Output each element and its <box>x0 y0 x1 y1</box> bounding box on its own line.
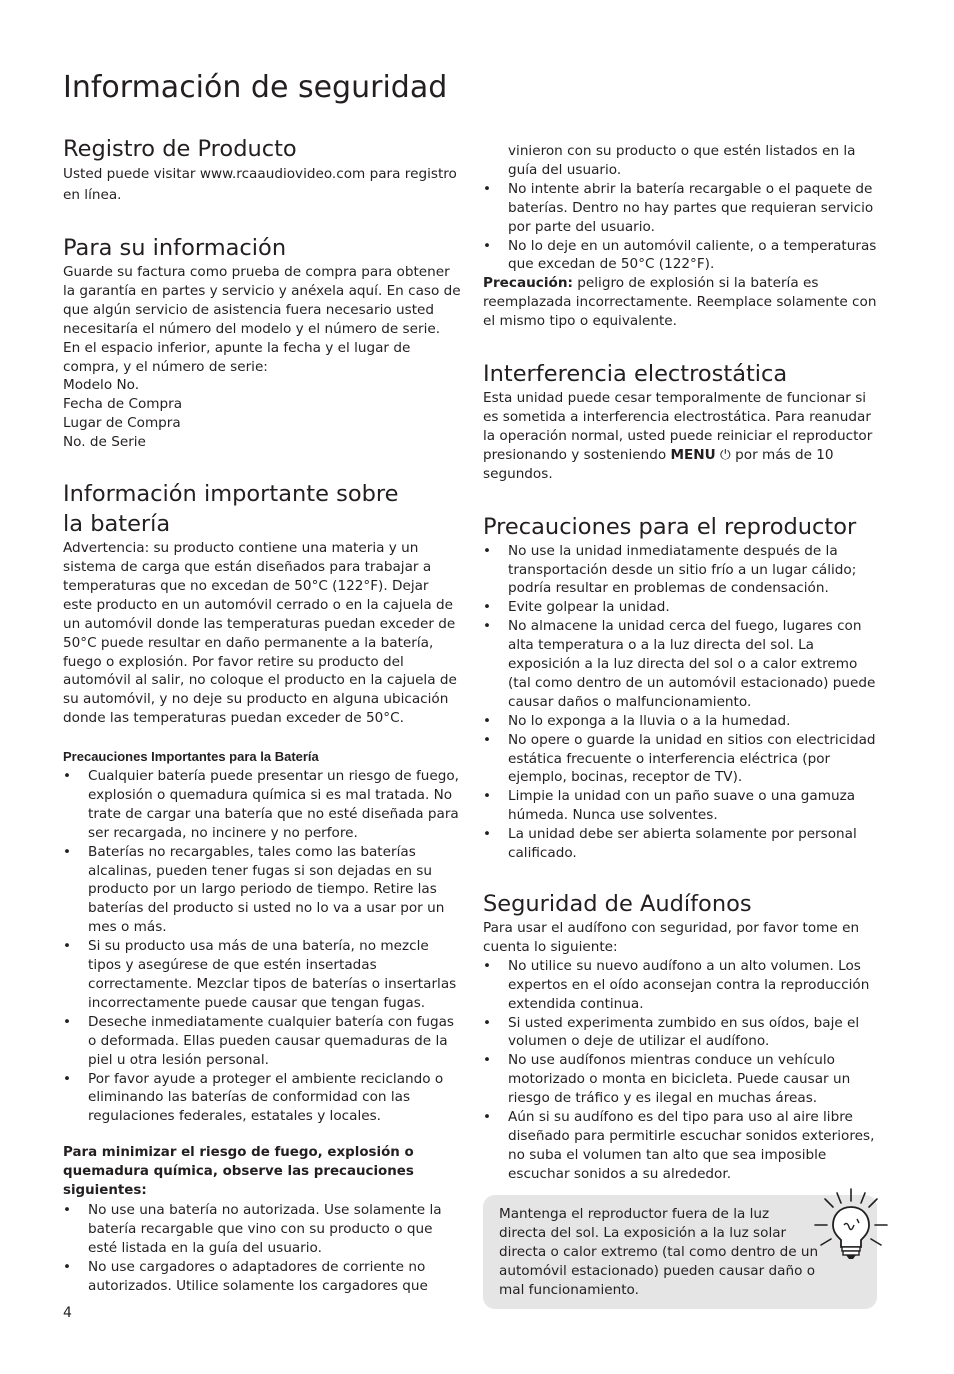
section-continuacion <box>483 142 881 331</box>
reproductor-list <box>483 542 881 863</box>
menu-label: MENU <box>670 446 716 463</box>
continuation-list <box>483 180 881 275</box>
page-title: Información de seguridad <box>63 70 448 105</box>
field-lugar: Lugar de Compra <box>63 415 181 432</box>
list-item: • No use cargadores o adaptadores de corriente no autorizados. Utilice solamente los cargadores que <box>63 1258 461 1296</box>
section-informacion <box>63 233 461 452</box>
tip-note-text: Mantenga el reproductor fuera de la luz directa del sol. La exposición a la luz solar directa o calor extremo (tal como dentro de un automóvil estacionado) pueden causar daño o mal funcionamiento. <box>499 1206 819 1298</box>
section-bateria <box>63 479 461 1295</box>
precaucion-label: Precaución: <box>483 275 573 292</box>
bateria-warning-text: Advertencia: su producto contiene una materia y un sistema de carga que están diseñados para trabajar a temperaturas que no excedan de 50°C (122°F). Dejar este producto en un automóvil cerrado o en la cajuela de un automóvil donde las temperaturas puedan exceder de 50°C puede resultar en daño permanente a la batería, fuego o explosión. Por favor retire su producto del automóvil al salir, no coloque el producto en la cajuela de su automóvil, y no deje su producto en alguna ubicación donde las temperaturas puedan exceder de 50°C. <box>63 540 457 727</box>
power-icon: ⏻ <box>720 446 731 463</box>
audifonos-intro: Para usar el audífono con seguridad, por favor tome en cuenta lo siguiente: <box>483 920 860 955</box>
precaucion-paragraph <box>483 274 881 331</box>
section-audifonos <box>483 889 881 1184</box>
section-heading-registro: Registro de Producto <box>63 136 297 162</box>
section-registro <box>63 134 461 206</box>
left-column <box>63 134 461 1296</box>
field-serie: No. de Serie <box>63 434 146 451</box>
bateria-precautions-list <box>63 767 461 1126</box>
section-heading-interferencia: Interferencia electrostática <box>483 361 788 388</box>
list-item: • Cualquier batería puede presentar un riesgo de fuego, explosión o quemadura química si es mal tratada. No trate de cargar una batería que no esté diseñada para ser recargada, no incinere y no perfore. <box>63 767 461 843</box>
right-column <box>483 142 881 1184</box>
list-item: • No lo exponga a la lluvia o a la humedad. <box>483 712 881 731</box>
section-heading-bateria: Información importante sobre la batería <box>63 481 399 538</box>
list-item: • No lo deje en un automóvil caliente, o a temperaturas que excedan de 50°C (122°F). <box>483 237 881 275</box>
list-item: • No utilice su nuevo audífono a un alto volumen. Los expertos en el oído aconsejan contra la reproducción extendida continua. <box>483 957 881 1014</box>
registro-text: Usted puede visitar www.rcaaudiovideo.com para registro en línea. <box>63 166 457 203</box>
list-item: • No almacene la unidad cerca del fuego, lugares con alta temperatura o a la luz directa del sol. La exposición a la luz directa del sol o a calor extremo (tal como dentro de un automóvil estacionado) puede causar daños o malfuncionamiento. <box>483 617 881 712</box>
section-interferencia <box>483 359 881 484</box>
list-item: • Deseche inmediatamente cualquier batería con fugas o deformada. Ellas pueden causar quemaduras de la piel u otra lesión personal. <box>63 1013 461 1070</box>
section-heading-audifonos: Seguridad de Audífonos <box>483 891 752 917</box>
list-item: • No use una batería no autorizada. Use solamente la batería recargable que vino con su producto o que esté listada en la guía del usuario. <box>63 1201 461 1258</box>
list-item: • Aún si su audífono es del tipo para uso al aire libre diseñado para permitirle escuchar sonidos exteriores, no suba el volumen tan alto que sea imposible escuchar sonidos a su alrededor. <box>483 1108 881 1184</box>
interferencia-text <box>483 389 881 484</box>
field-modelo: Modelo No. <box>63 377 140 394</box>
interferencia-text-post: por más de 10 segundos. <box>483 446 834 482</box>
list-item: • Por favor ayude a proteger el ambiente reciclando o eliminando las baterías de conformidad con las regulaciones federales, estatales y locales. <box>63 1070 461 1127</box>
section-heading-reproductor: Precauciones para el reproductor <box>483 513 857 540</box>
minimizar-list <box>63 1201 461 1296</box>
list-item: • No use la unidad inmediatamente después de la transportación desde un sitio frío a un lugar cálido; podría resultar en problemas de condensación. <box>483 542 881 599</box>
lightbulb-icon <box>811 1185 891 1265</box>
bateria-subheading: Precauciones Importantes para la Batería <box>63 749 319 765</box>
page-number: 4 <box>63 1305 72 1321</box>
section-heading-informacion: Para su información <box>63 235 287 261</box>
list-item: • Evite golpear la unidad. <box>483 598 881 617</box>
list-item: • Si su producto usa más de una batería, no mezcle tipos y asegúrese de que estén insertadas correctamente. Mezclar tipos de baterías o insertarlas incorrectamente puede causar que tengan fugas. <box>63 937 461 1013</box>
minimizar-heading: Para minimizar el riesgo de fuego, explosión o quemadura química, observe las precauciones siguientes: <box>63 1145 414 1199</box>
section-reproductor <box>483 512 881 863</box>
list-item: • No intente abrir la batería recargable o el paquete de baterías. Dentro no hay partes que requieran servicio por parte del usuario. <box>483 180 881 237</box>
informacion-text: Guarde su factura como prueba de compra para obtener la garantía en partes y servicio y anéxela aquí. En caso de que algún servicio de asistencia fuera necesario usted necesitaría el número del modelo y el número de serie. En el espacio inferior, apunte la fecha y el lugar de compra, y el número de serie: <box>63 264 461 375</box>
list-item: • No opere o guarde la unidad en sitios con electricidad estática frecuente o interferencia eléctrica (por ejemplo, bocinas, receptor de TV). <box>483 731 881 788</box>
list-item: • No use audífonos mientras conduce un vehículo motorizado o monta en bicicleta. Puede causar un riesgo de tráfico y es ilegal en muchas áreas. <box>483 1051 881 1108</box>
list-item: • La unidad debe ser abierta solamente por personal calificado. <box>483 825 881 863</box>
continuation-text: vinieron con su producto o que estén listados en la guía del usuario. <box>508 143 856 178</box>
audifonos-list <box>483 957 881 1184</box>
list-item: • Si usted experimenta zumbido en sus oídos, baje el volumen o deje de utilizar el audífono. <box>483 1014 881 1052</box>
list-item: • Limpie la unidad con un paño suave o una gamuza húmeda. Nunca use solventes. <box>483 787 881 825</box>
precaucion-text: peligro de explosión si la batería es reemplazada incorrectamente. Reemplace solamente con el mismo tipo o equivalente. <box>483 275 877 330</box>
tip-note-box <box>483 1195 877 1309</box>
field-fecha: Fecha de Compra <box>63 396 183 413</box>
interferencia-text-pre: Esta unidad puede cesar temporalmente de funcionar si es sometida a interferencia electrostática. Para reanudar la operación normal, usted puede reiniciar el reproductor presionando y sosteniendo <box>483 390 873 463</box>
list-item: • Baterías no recargables, tales como las baterías alcalinas, pueden tener fugas si son dejadas en su producto por un largo periodo de tiempo. Retire las baterías del producto si usted no lo va a usar por un mes o más. <box>63 843 461 938</box>
